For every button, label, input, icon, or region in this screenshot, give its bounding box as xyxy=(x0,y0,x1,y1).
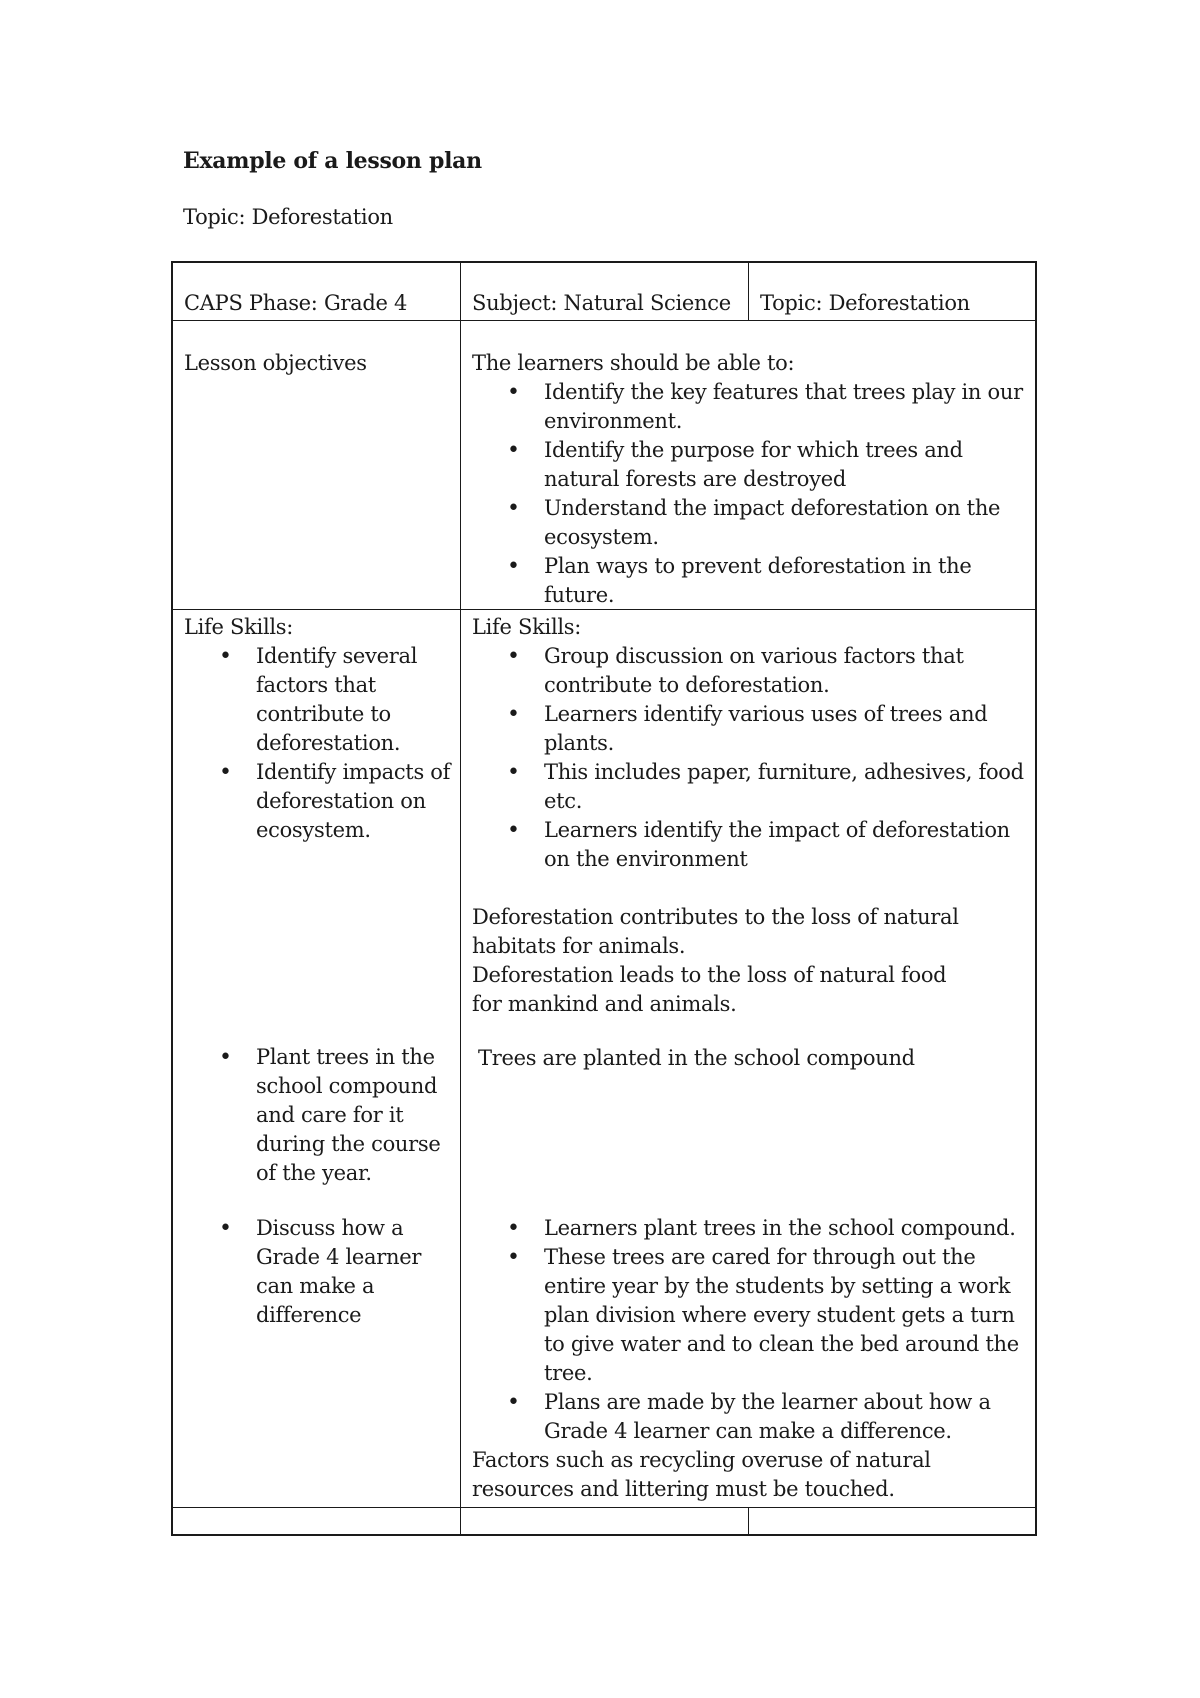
activity-item: • Learners identify the impact of deforestation on the environment xyxy=(472,816,1034,874)
document-title: Example of a lesson plan xyxy=(183,148,482,174)
objective-item: • Plan ways to prevent deforestation in the future. xyxy=(472,552,1032,610)
life-skills-left-list-c xyxy=(184,1214,456,1330)
header-topic: Topic: Deforestation xyxy=(760,291,970,315)
objectives-intro: The learners should be able to: xyxy=(472,351,795,375)
deforestation-habitat-note: Deforestation contributes to the loss of natural habitats for animals. xyxy=(472,905,959,958)
life-skill-item: • Identify several factors that contribute to deforestation. xyxy=(184,642,456,758)
objectives-list xyxy=(472,378,1032,610)
activity-item: • Plans are made by the learner about how a Grade 4 learner can make a difference. xyxy=(472,1388,1034,1446)
life-skills-left-label: Life Skills: xyxy=(184,615,294,639)
header-row-divider xyxy=(173,320,1035,321)
header-subject: Subject: Natural Science xyxy=(472,291,731,315)
objective-item: • Identify the key features that trees play in our environment. xyxy=(472,378,1032,436)
trees-planted-note: Trees are planted in the school compound xyxy=(478,1046,915,1070)
life-skill-item: • Identify impacts of deforestation on ecosystem. xyxy=(184,758,456,845)
activity-item: • Learners plant trees in the school compound. xyxy=(472,1214,1034,1243)
objective-item: • Understand the impact deforestation on the ecosystem. xyxy=(472,494,1032,552)
life-skills-right-label: Life Skills: xyxy=(472,615,582,639)
life-skills-left-cell xyxy=(184,613,456,845)
column-divider-1 xyxy=(460,263,461,1534)
closing-note: Factors such as recycling overuse of natural resources and littering must be touched. xyxy=(472,1448,931,1501)
activity-item: • Group discussion on various factors that contribute to deforestation. xyxy=(472,642,1034,700)
life-skills-left-cell-b xyxy=(184,1043,456,1188)
activity-item: • These trees are cared for through out the entire year by the students by setting a work plan division where every student gets a turn to give water and to clean the bed around the tree. xyxy=(472,1243,1034,1388)
objectives-cell xyxy=(472,349,1032,610)
life-skills-right-cell-b xyxy=(472,1214,1034,1504)
objective-item: • Identify the purpose for which trees and natural forests are destroyed xyxy=(472,436,1032,494)
deforestation-notes xyxy=(472,903,972,1019)
activity-item: • Learners identify various uses of trees and plants. xyxy=(472,700,1034,758)
objectives-label: Lesson objectives xyxy=(184,351,367,375)
life-skills-left-list-b xyxy=(184,1043,456,1188)
life-skills-right-list-a xyxy=(472,642,1034,874)
life-skills-right-list-b xyxy=(472,1214,1034,1446)
column-divider-2-footer xyxy=(748,1507,749,1534)
header-phase: CAPS Phase: Grade 4 xyxy=(184,291,408,315)
document-topic: Topic: Deforestation xyxy=(183,205,393,229)
life-skills-left-cell-c xyxy=(184,1214,456,1330)
life-skills-left-list-a xyxy=(184,642,456,845)
deforestation-food-note: Deforestation leads to the loss of natural food for mankind and animals. xyxy=(472,963,947,1016)
column-divider-2-header xyxy=(748,263,749,321)
footer-row-divider xyxy=(173,1507,1035,1508)
life-skill-item: • Discuss how a Grade 4 learner can make a difference xyxy=(184,1214,456,1330)
activity-item: • This includes paper, furniture, adhesives, food etc. xyxy=(472,758,1034,816)
life-skill-item: • Plant trees in the school compound and care for it during the course of the year. xyxy=(184,1043,456,1188)
life-skills-right-cell xyxy=(472,613,1034,874)
lesson-plan-table xyxy=(171,261,1037,1536)
